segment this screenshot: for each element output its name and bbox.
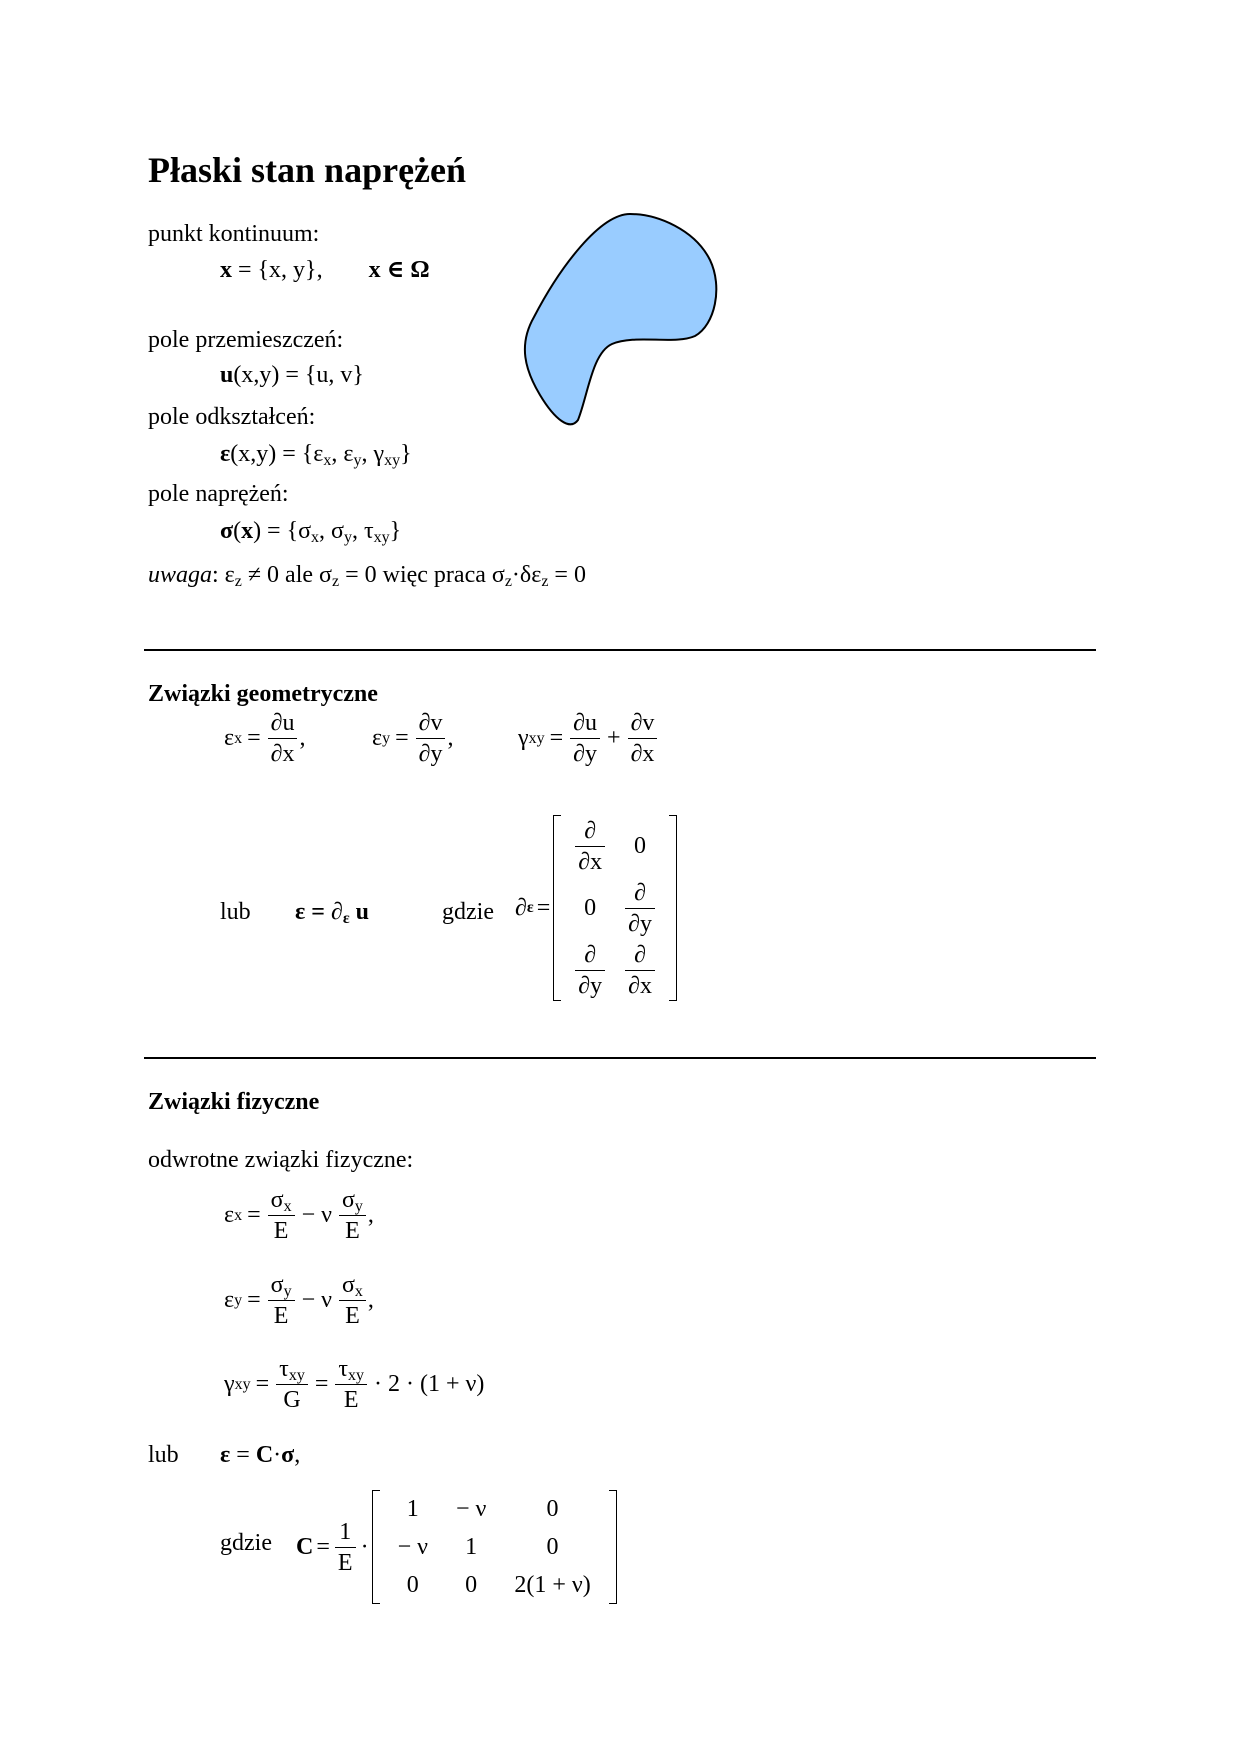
- xy-sub: xy: [288, 1367, 305, 1384]
- gamma-symbol: γ: [518, 725, 529, 751]
- inverse-relations-label: odwrotne związki fizyczne:: [148, 1147, 414, 1173]
- geometry-heading: Związki geometryczne: [148, 681, 378, 707]
- strain-formula: [220, 440, 412, 468]
- numerator: ∂: [575, 940, 605, 971]
- equals-sign: =: [314, 1371, 329, 1397]
- geometry-gdzie: gdzie: [442, 899, 494, 925]
- x-vector: x: [220, 257, 232, 283]
- compliance-matrix-eq: [296, 1490, 617, 1604]
- eps-def-close: }: [400, 441, 412, 467]
- sigma-y-over-E: [339, 1185, 366, 1246]
- sigma-x-over-E: [268, 1185, 295, 1246]
- matrix-cell: − ν: [455, 1495, 487, 1522]
- numerator: ∂v: [628, 708, 658, 739]
- equals-sign: =: [255, 1371, 270, 1397]
- tau-symbol: τ: [338, 1356, 349, 1382]
- eps-y-sub: y: [353, 452, 362, 469]
- matrix-row: [565, 939, 665, 1001]
- x-in-omega: x ∈ Ω: [368, 257, 430, 283]
- u-vector: u: [349, 899, 370, 925]
- numerator: 1: [335, 1517, 356, 1548]
- eps-vector: ε: [295, 899, 306, 925]
- note-part-2: ≠ 0 ale σ: [241, 562, 332, 588]
- partial-dx: [625, 940, 655, 1001]
- gamma-symbol: γ: [224, 1371, 235, 1397]
- denominator: E: [343, 1387, 359, 1413]
- eps-symbol: ε: [372, 725, 383, 751]
- sigma-def-open: ) = {σ: [253, 518, 312, 544]
- equals-sign: =: [395, 725, 409, 751]
- matrix-row: [384, 1566, 605, 1604]
- physics-gdzie: gdzie: [220, 1530, 272, 1556]
- denominator: ∂x: [578, 848, 603, 875]
- continuum-domain-shape: [520, 205, 730, 435]
- equals-sign: =: [316, 1533, 330, 1560]
- eps-sep-1: , ε: [331, 441, 354, 467]
- matrix-cell: [615, 939, 665, 1001]
- partial-dx: [575, 816, 605, 877]
- denominator: ∂y: [418, 741, 443, 767]
- physics-lub: lub: [148, 1442, 179, 1468]
- displacement-label: pole przemieszczeń:: [148, 327, 344, 353]
- sigma-x-over-E: [339, 1270, 366, 1331]
- matrix-cell: 2(1 + ν): [514, 1571, 591, 1598]
- note-part-5: = 0: [548, 562, 586, 588]
- c-matrix-symbol: C: [255, 1442, 274, 1468]
- geometry-lub: lub: [220, 899, 251, 925]
- note-sub-4: z: [541, 573, 549, 590]
- compliance-matrix: [372, 1490, 617, 1604]
- comma: ,: [299, 725, 306, 751]
- minus-nu: − ν: [301, 1287, 332, 1313]
- sigma-def-close: }: [389, 518, 402, 544]
- sigma-y-over-E: [268, 1270, 295, 1331]
- denominator: ∂y: [578, 972, 603, 999]
- matrix-cell: [565, 815, 615, 877]
- matrix-cell: 0: [406, 1571, 419, 1598]
- partial-dy: [625, 878, 655, 939]
- tau-over-E: [335, 1354, 367, 1415]
- eps-sep-2: , γ: [361, 441, 385, 467]
- numerator: [268, 1185, 295, 1216]
- minus-nu: − ν: [301, 1202, 332, 1228]
- dv-dx-fraction: [628, 708, 658, 769]
- operator-symbol: ∂: [515, 894, 527, 921]
- sigma-symbol: σ: [270, 1272, 284, 1298]
- continuum-label: punkt kontinuum:: [148, 221, 320, 247]
- matrix-cell: − ν: [397, 1533, 428, 1560]
- numerator: ∂: [625, 940, 655, 971]
- sigma-symbol: σ: [270, 1187, 284, 1213]
- operator-equals: = ∂: [305, 899, 343, 925]
- comma: ,: [367, 1287, 374, 1313]
- sigma-y-sub: y: [343, 529, 352, 546]
- denominator: E: [345, 1218, 360, 1244]
- matrix-row: [565, 877, 665, 939]
- sigma-symbol: σ: [341, 1187, 355, 1213]
- denominator: ∂x: [270, 741, 295, 767]
- tau-symbol: τ: [279, 1356, 289, 1382]
- u-definition: (x,y) = {u, v}: [233, 362, 364, 388]
- note-part-1: : ε: [212, 562, 235, 588]
- numerator: [335, 1354, 367, 1385]
- compliance-formula: [220, 1441, 300, 1469]
- operator-sub: ε: [342, 910, 350, 927]
- eps-symbol: ε: [224, 1287, 235, 1313]
- denominator: ∂x: [628, 972, 652, 999]
- note-line: [148, 561, 586, 589]
- matrix-cell: [565, 939, 615, 1001]
- numerator: ∂: [575, 816, 605, 847]
- matrix-cell: 0: [634, 832, 647, 859]
- strain-eps-x-eq: ε x = $\frac{\partial u}{\partial x}$ ,: [224, 710, 306, 767]
- numerator: [339, 1185, 366, 1216]
- eps-def-open: (x,y) = {ε: [230, 441, 324, 467]
- displacement-formula: [220, 361, 364, 389]
- matrix-cell: 0: [546, 1495, 559, 1522]
- du-dy-fraction: [570, 708, 600, 769]
- eps-vector: ε: [220, 1442, 231, 1468]
- numerator: [339, 1270, 366, 1301]
- section-divider-1: [144, 649, 1096, 651]
- y-sub: y: [283, 1283, 292, 1300]
- physics-heading: Związki fizyczne: [148, 1089, 320, 1115]
- x-sub: x: [283, 1198, 292, 1215]
- denominator: G: [283, 1387, 301, 1413]
- compliance-matrix-table: [384, 1490, 605, 1604]
- dot-operator: ·: [360, 1533, 369, 1560]
- xy-sub: xy: [348, 1367, 365, 1384]
- equals-sign: =: [230, 1442, 256, 1468]
- eps-x-sub: x: [323, 452, 332, 469]
- tau-xy-sub: xy: [373, 529, 390, 546]
- equals-sign: =: [247, 1202, 261, 1228]
- equals-sign: =: [247, 1287, 261, 1313]
- note-part-3: = 0 więc praca σ: [339, 562, 505, 588]
- x-sub: x: [354, 1283, 363, 1300]
- gamma-xy-sub: xy: [384, 452, 401, 469]
- strain-label: pole odkształceń:: [148, 404, 316, 430]
- matrix-cell: 0: [465, 1571, 478, 1598]
- shear-factor: · 2 · (1 + ν): [374, 1371, 485, 1397]
- denominator: ∂y: [573, 741, 598, 767]
- eps-x-physical-eq: ε x = $\frac{\sigma_x}{E}$ − ν $\frac{\sigma_y}{E}$ ,: [224, 1187, 374, 1244]
- operator-matrix: [553, 815, 677, 1001]
- tau-over-G: [276, 1354, 308, 1415]
- numerator: ∂u: [268, 708, 298, 739]
- eps-operator-formula: [295, 898, 369, 926]
- sigma-sep-1: , σ: [319, 518, 344, 544]
- denominator: E: [273, 1303, 289, 1329]
- denominator: E: [345, 1303, 360, 1329]
- equals-sign: =: [247, 725, 261, 751]
- matrix-row: [384, 1528, 605, 1566]
- note-sub-1: z: [234, 573, 242, 590]
- sigma-vector: σ: [220, 518, 234, 544]
- matrix-cell: 0: [546, 1533, 559, 1560]
- u-vector: u: [220, 362, 234, 388]
- page-title: Płaski stan naprężeń: [148, 150, 467, 190]
- note-label: uwaga: [148, 562, 213, 588]
- numerator: [268, 1270, 295, 1301]
- strain-eps-y-eq: ε y = $\frac{\partial v}{\partial y}$ ,: [372, 710, 454, 767]
- eps-vector: ε: [220, 441, 231, 467]
- numerator: ∂: [625, 878, 655, 909]
- continuum-domain-outline: [525, 214, 716, 424]
- numerator: ∂u: [570, 708, 600, 739]
- numerator: ∂v: [416, 708, 446, 739]
- sigma-x-sub: x: [311, 529, 320, 546]
- equals-sign: =: [549, 725, 564, 751]
- eps-symbol: ε: [224, 725, 235, 751]
- stress-label: pole naprężeń:: [148, 481, 289, 507]
- du-dx-fraction: [268, 708, 298, 769]
- sigma-vector: σ: [281, 1442, 295, 1468]
- numerator: [276, 1354, 308, 1385]
- sigma-symbol: σ: [341, 1272, 355, 1298]
- comma: ,: [294, 1442, 301, 1468]
- matrix-cell: 0: [584, 894, 597, 921]
- comma: ,: [367, 1202, 374, 1228]
- eps-symbol: ε: [224, 1202, 235, 1228]
- denominator: ∂y: [628, 910, 652, 937]
- denominator: E: [273, 1218, 289, 1244]
- matrix-cell: [615, 877, 665, 939]
- continuum-formula: [220, 256, 430, 284]
- matrix-row: [565, 815, 665, 877]
- eps-y-physical-eq: ε y = $\frac{\sigma_y}{E}$ − ν $\frac{\sigma_x}{E}$ ,: [224, 1272, 374, 1329]
- x-definition: = {x, y},: [232, 257, 323, 283]
- matrix-cell: 1: [406, 1495, 419, 1522]
- note-part-4: ·δε: [511, 562, 542, 588]
- plus-sign: +: [607, 725, 621, 751]
- note-sub-2: z: [331, 573, 340, 590]
- denominator: ∂x: [630, 741, 655, 767]
- sigma-sep-2: , τ: [351, 518, 374, 544]
- matrix-cell: 1: [465, 1533, 478, 1560]
- c-matrix-symbol: C: [296, 1533, 314, 1560]
- section-divider-2: [144, 1057, 1096, 1059]
- sigma-open: (: [233, 518, 242, 544]
- one-over-E: [335, 1517, 356, 1578]
- denominator: E: [337, 1549, 353, 1576]
- dv-dy-fraction: [416, 708, 446, 769]
- stress-formula: [220, 517, 401, 545]
- matrix-row: [384, 1490, 605, 1528]
- partial-dy: [575, 940, 605, 1001]
- equals-sign: =: [536, 894, 551, 921]
- sigma-arg: x: [241, 518, 254, 544]
- comma: ,: [447, 725, 454, 751]
- strain-gamma-xy-eq: γ xy = $\frac{\partial u}{\partial y}$ + $\frac{\partial v}{\partial x}$: [518, 708, 659, 769]
- y-sub: y: [354, 1198, 363, 1215]
- operator-matrix-eq: ∂ ε = $\frac{\partial}{\partial x}$ 0 0 $\frac{\partial}{\partial y}$ $\frac{\partial}{\partial y}$ $\frac{\partial}{\partial x}$: [515, 815, 677, 1001]
- gamma-xy-physical-eq: γ xy = $\frac{\tau_{xy}}{G}$ = $\frac{\tau_{xy}}{E}$ · 2 · (1 + ν): [224, 1356, 485, 1413]
- note-sub-3: z: [504, 573, 512, 590]
- dot-operator: ·: [273, 1442, 282, 1468]
